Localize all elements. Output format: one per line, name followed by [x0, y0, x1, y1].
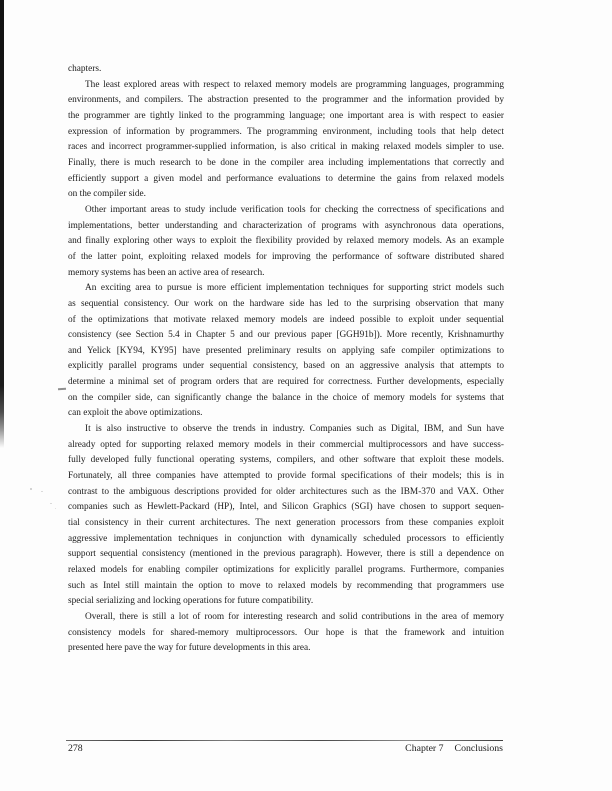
text-line: of the optimizations that motivate relaxed memory models are indeed possible to exploit under sequential — [68, 314, 504, 325]
text-line: can exploit the above optimizations. — [68, 408, 203, 419]
text-line: Other important areas to study include verification tools for checking the correctness of specifications and — [85, 204, 504, 215]
page-number: 278 — [68, 743, 83, 754]
text-line: Fortunately, all three companies have attempted to provide formal specifications of their models; this is in — [68, 471, 504, 482]
footer-chapter-label: Chapter 7 — [405, 743, 444, 754]
scan-dot-artifact — [55, 508, 56, 509]
text-line: special serializing and locking operations for future compatibility. — [68, 596, 314, 607]
text-line: the programmer are tightly linked to the programming language; one important area is with respect to easier — [68, 110, 504, 121]
page-footer — [68, 742, 503, 755]
footer-chapter-title: Conclusions — [454, 743, 503, 754]
text-line: companies such as Hewlett-Packard (HP), Intel, and Silicon Graphics (SGI) have chosen to support sequen- — [68, 502, 504, 513]
text-line: consistency models for shared-memory multiprocessors. Our hope is that the framework and intuition — [68, 627, 504, 638]
text-line: fully developed fully functional operating systems, compilers, and other software that exploit these models. — [68, 455, 504, 466]
text-line: memory systems has been an active area of research. — [68, 267, 265, 278]
text-line: on the compiler side. — [68, 189, 146, 200]
text-line: presented here pave the way for future developments in this area. — [68, 643, 311, 654]
text-line: environments, and compilers. The abstraction presented to the programmer and the information provided by — [68, 95, 504, 106]
footer-rule — [66, 740, 503, 741]
text-line: chapters. — [68, 64, 102, 74]
text-line: such as Intel still maintain the option to move to relaxed models by recommending that programmers use — [68, 580, 504, 591]
text-line: support sequential consistency (mentioned in the previous paragraph). However, there is still a dependence on — [68, 549, 504, 560]
text-line: races and incorrect programmer-supplied information, is also critical in making relaxed models simpler to use. — [68, 142, 504, 153]
text-line: as sequential consistency. Our work on the hardware side has led to the surprising observation that many — [68, 298, 504, 309]
text-line: and finally exploring other ways to exploit the flexibility provided by relaxed memory models. As an example — [68, 236, 504, 247]
text-line: aggressive implementation techniques in conjunction with dynamically scheduled processors to efficiently — [68, 533, 504, 544]
text-line: efficiently support a given model and performance evaluations to determine the gains from relaxed models — [68, 173, 504, 184]
footer-chapter-heading — [405, 742, 503, 755]
scan-dash-artifact — [58, 388, 66, 391]
scan-dot-artifact — [50, 503, 52, 504]
text-line: It is also instructive to observe the trends in industry. Companies such as Digital, IBM, and Sun have — [85, 424, 504, 435]
text-line: on the compiler side, can significantly change the balance in the choice of memory models for systems that — [68, 392, 504, 403]
text-line: implementations, better understanding and characterization of programs with asynchronous data operations, — [68, 220, 504, 231]
text-line: Overall, there is still a lot of room for interesting research and solid contributions in the area of memory — [85, 611, 504, 622]
text-line: contrast to the ambiguous descriptions provided for older architectures such as the IBM-370 and VAX. Other — [68, 486, 504, 497]
text-line: Finally, there is much research to be done in the compiler area including implementations that correctly and — [68, 157, 504, 168]
text-line: of the latter point, exploiting relaxed models for improving the performance of software distributed shared — [68, 251, 504, 262]
text-line: and Yelick [KY94, KY95] have presented preliminary results on applying safe compiler optimizations to — [68, 345, 504, 356]
text-line: tial consistency in their current architectures. The next generation processors from these companies exploit — [68, 518, 504, 529]
text-line: expression of information by programmers. The programming environment, including tools that help detect — [68, 126, 504, 137]
page-body-text — [68, 62, 504, 657]
text-line: determine a minimal set of program orders that are required for correctness. Further developments, especially — [68, 377, 504, 388]
text-line: consistency (see Section 5.4 in Chapter 5 and our previous paper [GGH91b]). More recently, Krishnamurthy — [68, 330, 504, 341]
text-line: already opted for supporting relaxed memory models in their commercial multiprocessors and have success- — [68, 439, 504, 450]
text-line: relaxed models for enabling compiler optimizations for explicitly parallel programs. Furthermore, companies — [68, 565, 504, 575]
scan-dot-artifact — [41, 491, 43, 492]
scan-dot-artifact — [30, 488, 32, 490]
text-line: An exciting area to pursue is more efficient implementation techniques for supporting strict models such — [85, 283, 504, 294]
scan-edge-artifact — [0, 0, 4, 448]
text-line: The least explored areas with respect to relaxed memory models are programming languages, programming — [85, 79, 504, 90]
text-line: explicitly parallel programs under sequential consistency, based on an aggressive analysis that attempts to — [68, 361, 504, 372]
